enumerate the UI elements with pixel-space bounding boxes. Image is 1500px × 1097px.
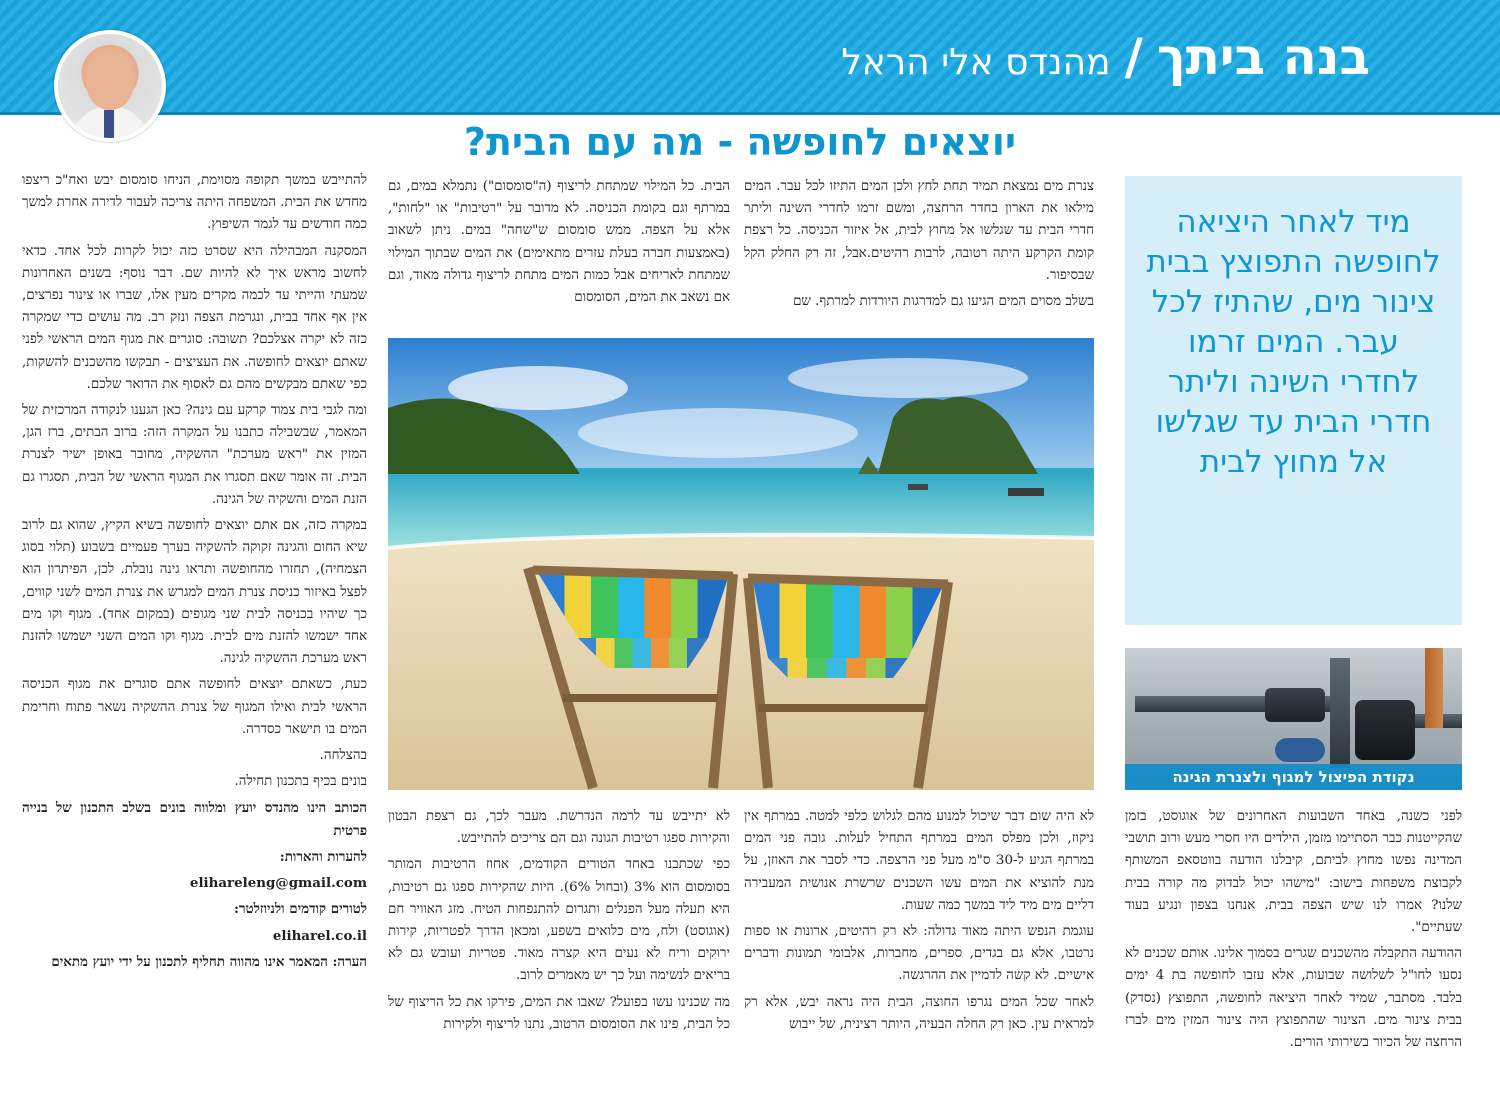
paragraph: במקרה כזה, אם אתם יוצאים לחופשה בשיא הקיץ, שהוא גם לרוב שיא החום והגינה זקוקה להשקיה בערך פעמיים בשבוע (תלוי בסוג הצמחיה), תחזרו מהחופשה ותראו גינה נובלת. לכן, הפיתרון הוא לפצל באיזור כניסת צנרת המים למגרש את צנרת המים לשני קווים, כך שיהיו בכניסה לבית שני מגופים (במקום אחד). מגוף וקו מים אחד ישמשו להזנת מים לבית. מגוף וקו המים השני ישמשו להזנת ראש מערכת ההשקיה לגינה.	[22, 518, 367, 667]
author-bio: הכותב הינו מהנדס יועץ ומלווה בונים בשלב התכנון של בנייה פרטית	[22, 800, 367, 839]
paragraph: הבית. כל המילוי שמתחת לריצוף (ה"סומסום") נתמלא במים, גם במרתף וגם בקומת הכניסה. לא מדובר על "רטיבות" או "לחות", אלא על הצפה. ממש סומסום ש"שחה" במים. ניתן לשאוב (באמצעות חברה בעלת עזרים מתאימים) את המים שבתוך המילוי שמתחת לאריחים אבל כמות המים מתחת לריצוף גדולה מאוד, וגם אם נשאב את המים, הסומסום	[388, 179, 730, 306]
column-mid-right-bottom	[744, 806, 1094, 1091]
section-header	[841, 28, 1370, 86]
author-name: מהנדס אלי הראל	[841, 42, 1111, 83]
column-right-bottom	[1125, 806, 1462, 1091]
paragraph: לאחר שכל המים נגרפו החוצה, הבית היה נראה יבש, אלא רק למראית עין. כאן רק החלה הבעיה, היותר רצינית, של ייבוש	[744, 994, 1094, 1032]
column-mid-right-top	[744, 176, 1094, 332]
paragraph: לפני כשנה, באחד השבועות האחרונים של אוגוסט, בזמן שהקייטנות כבר הסתיימו מזמן, הילדים היו חסרי מעש ורוב תושבי המדינה נפשו מחוץ לביתם, קיבלנו הודעה בווטסאפ המשותף לקבוצת משפחות בישוב: "מישהו יכול לבדוק מה קורה בבית שלנו? אמרו לנו שיש הצפה בבית. אנחנו בצפון ונגיע בעוד שעתיים".	[1125, 809, 1462, 936]
paragraph: מה שכנינו עשו בפועל? שאבו את המים, פירקו את כל הריצוף של כל הבית, פינו את הסומסום הרטוב, נתנו לריצוף ולקירות	[388, 994, 730, 1032]
article-headline: יוצאים לחופשה - מה עם הבית?	[463, 120, 1017, 164]
paragraph: בהצלחה.	[319, 748, 367, 764]
paragraph: להתייבש במשך תקופה מסוימת, הניחו סומסום יבש ואח"כ ריצפו מחדש את הבית. המשפחה היתה צריכה לעבור לדירה אחרת למשך כמה חודשים עד לגמר השיפוץ.	[22, 173, 367, 233]
title-separator: /	[1124, 28, 1143, 86]
paragraph: עוגמת הנפש היתה מאוד גדולה: לא רק רהיטים, ארונות או ספות נרטבו, אלא גם בגדים, ספרים, מחברות, אלבומי תמונות ודברים אישיים. לא קשה לדמיין את ההרגשה.	[744, 924, 1094, 984]
paragraph: לא יתייבש עד לרמה הנדרשת. מעבר לכך, גם רצפת הבטון והקירות ספגו רטיבות הגונה וגם הם צריכים להתייבש.	[388, 809, 730, 847]
disclaimer: הערה: המאמר אינו מהווה תחליף לתכנון על ידי יועץ מתאים	[51, 953, 367, 970]
photo-caption: נקודת הפיצול למגוף ולצנרת הגינה	[1125, 764, 1462, 790]
paragraph: לא היה שום דבר שיכול למנוע מהם לגלוש כלפי למטה. במרתף אין ניקוז, ולכן מפלס המים במרתף התחיל לעלות. גובה פני המים במרתף הגיע ל-30 ס"מ מעל פני הרצפה. כדי לסבר את האוזן, על מנת להוציא את המים עשו השכנים שרשרת אנושית המעבירה דליים מים מיד ליד במשך כמה שעות.	[744, 809, 1094, 913]
comments-label: להערות והארות:	[279, 848, 367, 865]
column-mid-left-top	[388, 176, 730, 332]
newsletter-label: לטורים קודמים ולניוזלטר:	[234, 901, 367, 918]
pipe-photo	[1125, 648, 1462, 790]
website-link[interactable]: eliharel.co.il	[272, 927, 367, 944]
paragraph: כעת, כשאתם יוצאים לחופשה אתם סוגרים את מגוף הכניסה הראשי לבית ואילו המגוף של צנרת ההשקיה נשאר פתוח וחרימת המים בו תישאר כסדרה.	[22, 677, 367, 737]
pull-quote: מיד לאחר היציאה לחופשה התפוצץ בבית צינור מים, שהתיז לכל עבר. המים זרמו לחדרי השינה וליתר חדרי הבית עד שגלשו אל מחוץ לבית	[1146, 204, 1441, 480]
pull-quote-box	[1125, 176, 1462, 625]
paragraph: כפי שכתבנו באחד הטורים הקודמים, אחוז הרטיבות המותר בסומסום הוא 3% (ובחול 6%). היות שהקירות ספגו גם רטיבות, היא תעלה מעל הפנלים ותגרום להתנפחות הטיח. מזג האוויר חם (אוגוסט) ולח, מים כלואים בשפע, ומכאן הדרך לפטריות, קירות ירוקים וריח לא נעים היא קצרה מאוד. פטריות ועובש גם לא בריאים לנשימה ועל כך יש מאמרים לרוב.	[388, 857, 730, 984]
banner-divider	[0, 112, 1500, 115]
column-left	[22, 170, 367, 1088]
paragraph: צנרת מים נמצאת תמיד תחת לחץ ולכן המים התיזו לכל עבר. המים מילאו את הארון בחדר הרחצה, ומשם זרמו לחדרי השינה וליתר חדרי הבית עד שגלשו אל מחוץ לבית, אל איזור הכניסה. כל רצפת קומת הקרקע היתה רטובה, לרבות רהיטים.אבל, זה רק החלק הקל שבסיפור.	[744, 179, 1094, 283]
paragraph: ומה לגבי בית צמוד קרקע עם גינה? כאן הגענו לנקודה המרכזית של המאמר, שבשבילה כתבנו על המקרה הזה: ברוב הבתים, ברז הגן, המזין את "ראש מערכת" ההשקיה, מחובר באופן ישיר לצנרת הבית. זה אומר שאם תסגרו את המגוף הראשי של הבית, תסגרו גם הזנת המים והשקיה של הגינה.	[22, 403, 367, 507]
paragraph: בונים בכיף בתכנון תחילה.	[234, 774, 367, 790]
column-mid-left-bottom	[388, 806, 730, 1091]
email-link[interactable]: elihareleng@gmail.com	[189, 875, 367, 892]
paragraph: ההודעה התקבלה מהשכנים שגרים בסמוך אלינו. אותם שכנים לא נסעו לחו"ל לשלושה שבועות, אלא עזבו לחופשה בת 4 ימים בלבד. מסתבר, שמיד לאחר היציאה לחופשה, התפוצץ (נסדק) בבית צינור מים. הצינור שהתפוצץ היה צינור המזין מים לברז הרחצה של הכיור בשירותי הורים.	[1125, 946, 1462, 1051]
section-title: בנה ביתך	[1156, 28, 1370, 86]
paragraph: המסקנה המבהילה היא שסרט כזה יכול לקרות לכל אחד. כדאי לחשוב מראש איך לא להיות שם. דבר נוסף: בשנים האחרונות שמעתי והייתי עד לכמה מקרים מעין אלו, שברו או צינור נפרצים, אין אף אחד בבית, ונגרמת הצפה ונזק רב. מה עושים כדי שמקרה כזה לא יקרה אצלכם? תשובה: סוגרים את מגוף המים הראשי לפני שאתם יוצאים לחופשה. את העציצים - תבקשו מהשכנים להשקות, כפי שאתם מבקשים מהם גם לאסוף את הדואר שלכם.	[22, 243, 367, 392]
beach-image	[388, 338, 1094, 790]
paragraph: בשלב מסוים המים הגיעו גם למדרגות היורדות למרתף. שם	[793, 294, 1094, 310]
author-avatar	[54, 30, 166, 142]
